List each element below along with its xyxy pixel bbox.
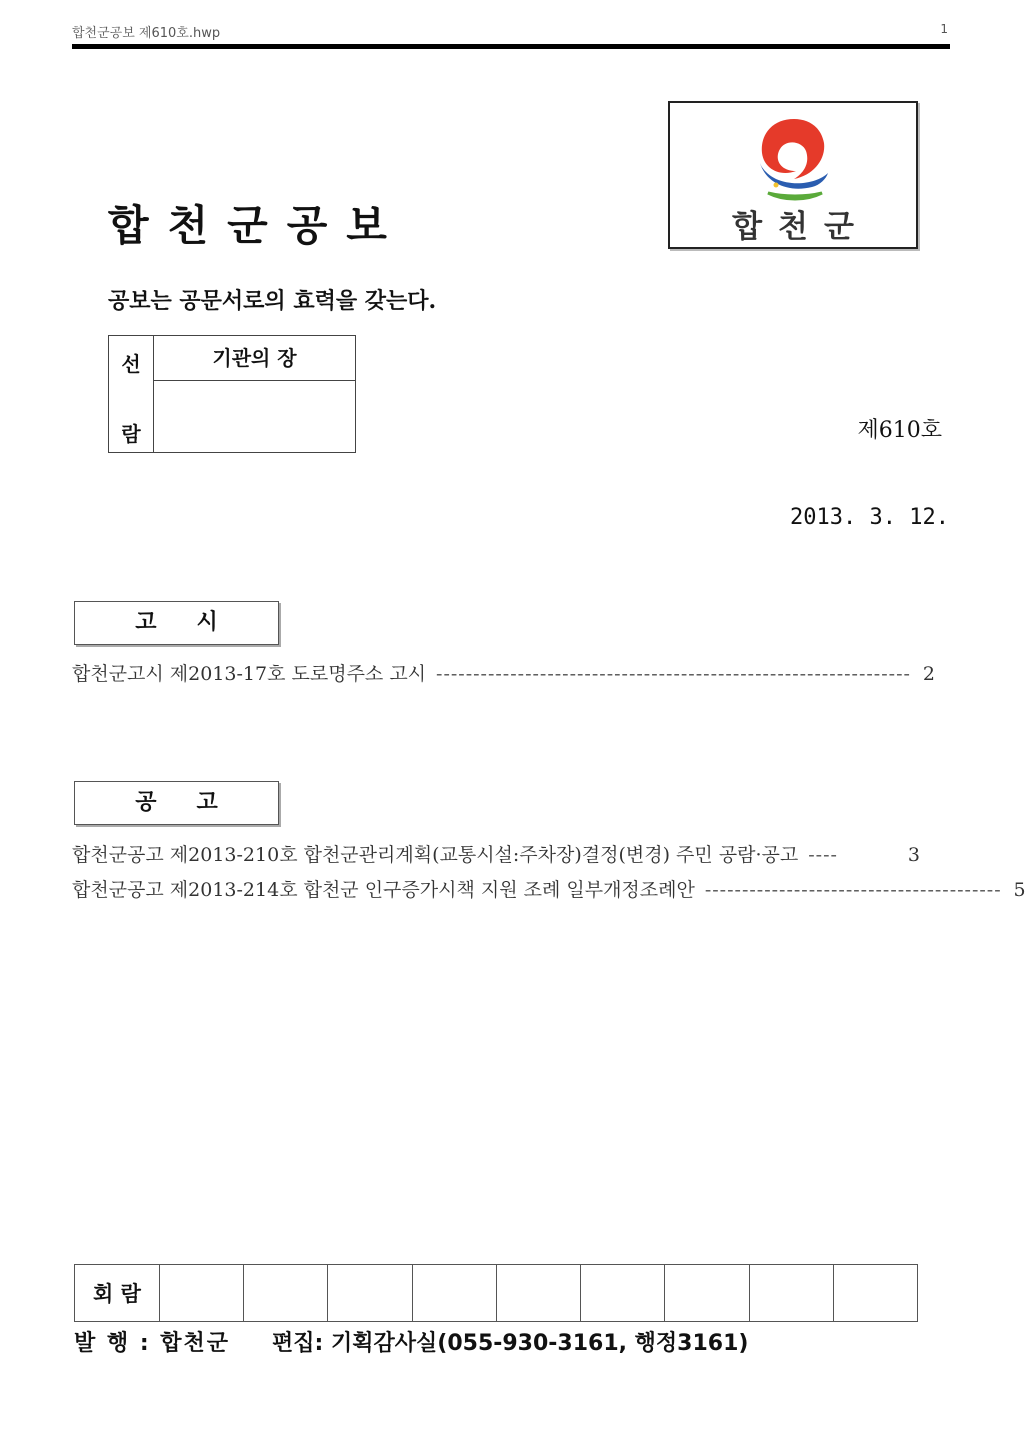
toc-entry[interactable] <box>72 659 935 685</box>
circulation-sign-table <box>74 1264 918 1322</box>
toc-page-number: 2 <box>922 663 935 685</box>
publication-footer <box>74 1326 748 1357</box>
agency-head-label: 기관의 장 <box>154 336 355 381</box>
toc-page-number: 5 <box>1013 879 1026 901</box>
review-approval-box <box>108 335 356 453</box>
signature-cell <box>496 1265 580 1322</box>
circulation-label: 회 람 <box>75 1265 160 1322</box>
toc-page-number: 3 <box>907 844 920 866</box>
signature-cell <box>328 1265 412 1322</box>
signature-cell <box>749 1265 833 1322</box>
review-label-bottom: 람 <box>121 422 141 446</box>
signature-cell <box>665 1265 749 1322</box>
logo-text: 합천군 <box>732 209 870 245</box>
header-divider <box>72 44 950 49</box>
section-heading-announcement: 공고 <box>74 781 279 825</box>
toc-entry-title: 합천군고시 제2013-17호 도로명주소 고시 <box>72 663 427 685</box>
toc-leader: ---------------------------------------------------------------- <box>436 663 911 685</box>
editor-contact-info: 편집: 기획감사실(055-930-3161, 행정3161) <box>272 1331 749 1356</box>
signature-cell <box>581 1265 665 1322</box>
gazette-title: 합천군공보 <box>108 201 406 250</box>
header-page-number: 1 <box>940 22 948 36</box>
document-filename: 합천군공보 제610호.hwp <box>72 26 221 41</box>
gazette-subtitle: 공보는 공문서로의 효력을 갖는다. <box>108 288 437 314</box>
toc-leader: ---------------------------------------- <box>704 879 1002 901</box>
toc-entry-title: 합천군공고 제2013-210호 합천군관리계획(교통시설:주차장)결정(변경) 주민 공람·공고 <box>72 844 799 866</box>
signature-cell <box>244 1265 328 1322</box>
signature-cell <box>412 1265 496 1322</box>
issue-date: 2013. 3. 12. <box>790 505 949 530</box>
toc-entry-title: 합천군공고 제2013-214호 합천군 인구증가시책 지원 조례 일부개정조례안 <box>72 879 695 901</box>
review-label-top: 선 <box>121 352 141 376</box>
signature-cell <box>160 1265 244 1322</box>
toc-entry[interactable] <box>72 875 1026 901</box>
toc-entry[interactable] <box>72 840 920 866</box>
toc-leader: ---- <box>808 844 838 866</box>
issue-number: 제610호 <box>857 418 942 443</box>
section-heading-notice: 고시 <box>74 601 279 645</box>
county-emblem-icon <box>754 113 834 205</box>
signature-cell <box>833 1265 917 1322</box>
publisher-info: 발 행 : 합천군 <box>74 1331 231 1356</box>
county-logo-box <box>668 101 918 249</box>
